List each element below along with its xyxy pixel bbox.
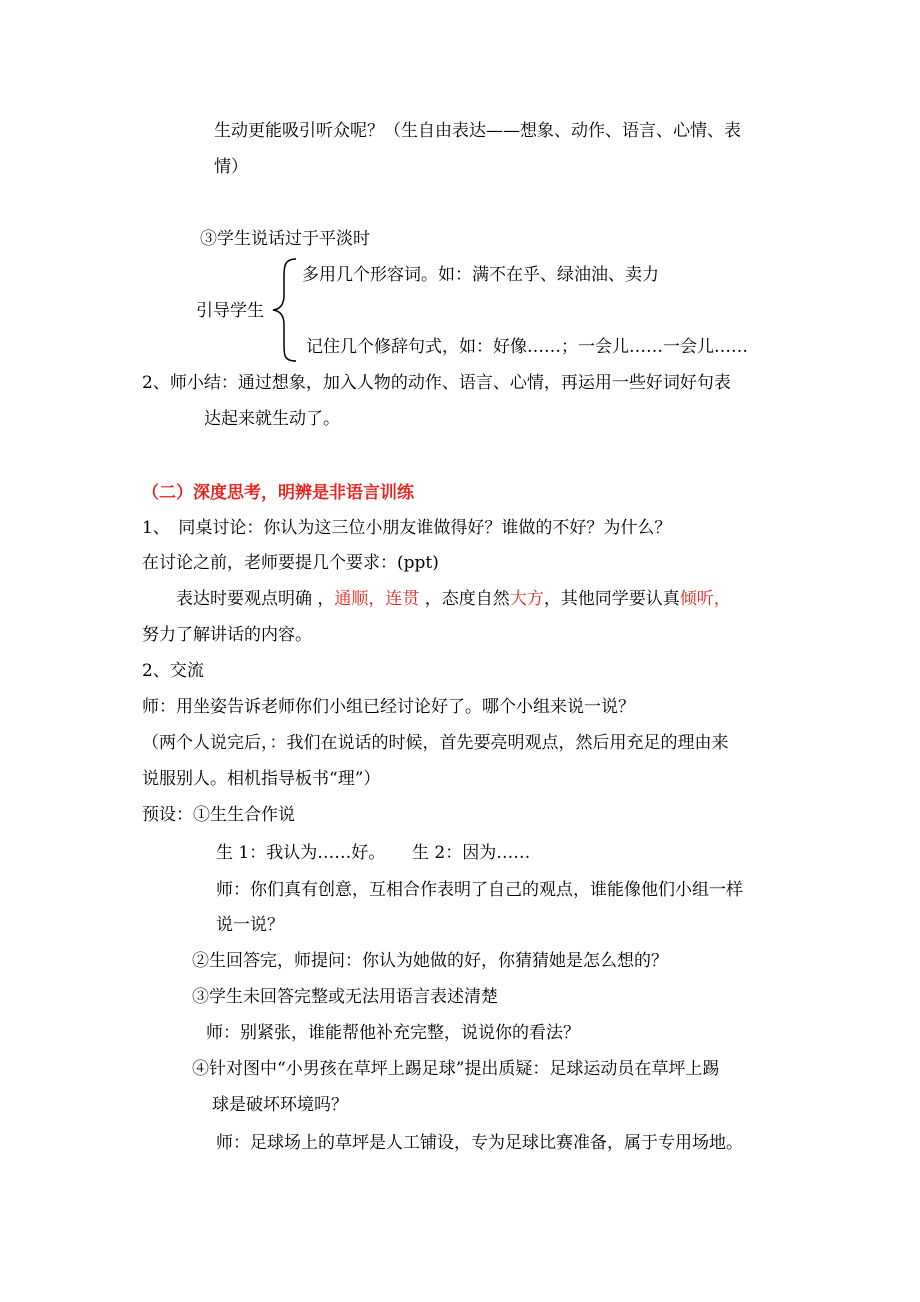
list-item: ③学生未回答完整或无法用语言表述清楚 <box>192 987 498 1007</box>
guide-item: 多用几个形容词。如：满不在乎、绿油油、卖力 <box>302 265 659 285</box>
list-item: 球是破坏环境吗？ <box>212 1095 348 1115</box>
dialogue-line: 生 1：我认为……好。 <box>216 843 386 863</box>
paragraph-line: 师：用坐姿告诉老师你们小组已经讨论好了。哪个小组来说一说？ <box>142 697 635 717</box>
list-item: ②生回答完，师提问：你认为她做的好，你猜猜她是怎么想的？ <box>192 951 668 971</box>
requirements-text: 表达时要观点明确 ， <box>176 589 335 609</box>
dialogue-line: 师：你们真有创意，互相合作表明了自己的观点，谁能像他们小组一样 <box>216 880 743 900</box>
highlight-text: 大方 <box>509 589 544 609</box>
paragraph-line: （两个人说完后，：我们在说话的时候，首先要亮明观点，然后用充足的理由来 <box>142 733 729 753</box>
requirements-line <box>176 588 731 610</box>
dialogue-line: 生 2：因为…… <box>412 843 531 863</box>
paragraph-line: 预设：①生生合作说 <box>142 805 295 825</box>
list-item: ④针对图中“小男孩在草坪上踢足球”提出质疑：足球运动员在草坪上踢 <box>192 1059 720 1079</box>
requirements-text: ，态度自然 <box>419 589 510 609</box>
requirements-text: ，其他同学要认真 <box>543 589 680 609</box>
list-item: 1、 同桌讨论：你认为这三位小朋友谁做得好？谁做的不好？为什么？ <box>142 518 672 538</box>
guide-label: 引导学生 <box>196 301 264 321</box>
highlight-text: 倾听， <box>679 589 731 609</box>
paragraph-line: 生动更能吸引听众呢？（生自由表达——想象、动作、语言、心情、表 <box>214 121 741 141</box>
paragraph-line: 情） <box>214 157 248 177</box>
dialogue-line: 师：别紧张，谁能帮他补充完整，说说你的看法？ <box>206 1023 580 1043</box>
paragraph-line: 在讨论之前，老师要提几个要求：(ppt) <box>142 553 439 573</box>
dialogue-line: 说一说？ <box>216 915 284 935</box>
paragraph-line: 说服别人。相机指导板书“理”） <box>142 769 381 789</box>
curly-brace-icon <box>270 255 300 365</box>
list-item: 2、交流 <box>142 661 204 681</box>
section-heading: （二）深度思考，明辨是非语言训练 <box>142 483 414 503</box>
paragraph-line: 努力了解讲话的内容。 <box>142 625 312 645</box>
highlight-text: 通顺，连贯 <box>334 589 420 609</box>
list-item: ③学生说话过于平淡时 <box>200 229 370 249</box>
guide-item: 记住几个修辞句式，如：好像……；一会儿……一会儿…… <box>306 337 748 357</box>
summary-line: 达起来就生动了。 <box>204 409 340 429</box>
dialogue-line: 师：足球场上的草坪是人工铺设，专为足球比赛准备，属于专用场地。 <box>216 1133 743 1153</box>
summary-line: 2、师小结：通过想象，加入人物的动作、语言、心情，再运用一些好词好句表 <box>142 373 731 393</box>
